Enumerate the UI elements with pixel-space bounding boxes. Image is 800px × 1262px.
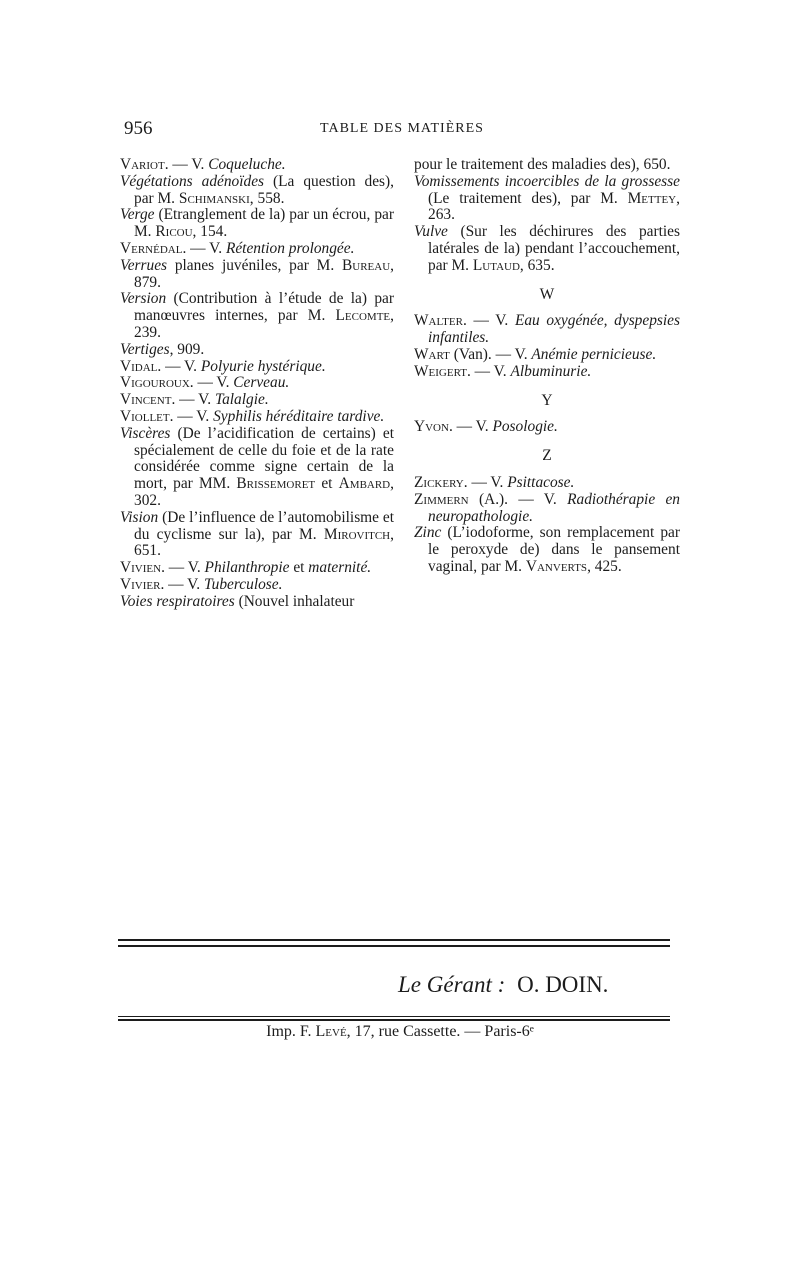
entry-text: et	[289, 559, 309, 577]
entry-text: , 302.	[134, 475, 394, 509]
index-entry	[120, 342, 394, 359]
author-name: Zickery	[414, 473, 464, 491]
author-name: Vernédal	[120, 239, 183, 257]
index-entry	[414, 525, 680, 575]
imprint-rule-thin	[118, 1016, 670, 1017]
subject-term: Verrues	[120, 256, 168, 274]
subject-term: Anémie pernicieuse.	[531, 345, 657, 363]
author-name: Viollet	[120, 407, 170, 425]
subject-term: Verge	[120, 206, 155, 224]
page-number: 956	[124, 118, 153, 139]
author-name: Vincent	[120, 391, 172, 409]
index-entry	[414, 157, 680, 174]
author-name: Brissemoret	[236, 475, 316, 493]
author-name: Lutaud	[472, 256, 520, 274]
subject-term: Viscères	[120, 424, 171, 442]
subject-term: Albuminurie.	[510, 362, 592, 380]
entry-text: . — V.	[463, 473, 508, 491]
index-entry	[414, 419, 680, 436]
index-entry	[414, 475, 680, 492]
author-name: Vivien	[120, 559, 162, 577]
index-entry	[120, 174, 394, 208]
entry-text: (L’iodoforme, son remplacement par le peroxyde de) dans le pansement vaginal, par M.	[428, 524, 680, 575]
index-column-left	[120, 157, 394, 611]
entry-text: (Etranglement de la) par un écrou, par M.	[134, 206, 394, 241]
entry-text: , 635.	[519, 256, 555, 274]
entry-text: , 879.	[134, 256, 394, 291]
index-entry	[120, 375, 394, 392]
index-entry	[120, 359, 394, 376]
entry-text: . — V.	[169, 407, 214, 425]
index-entry	[120, 207, 394, 241]
subject-term: Vision	[120, 508, 159, 526]
index-entry	[414, 364, 680, 381]
author-name: Vigouroux	[120, 374, 190, 392]
subject-term: Cerveau.	[233, 374, 290, 392]
index-entry	[120, 258, 394, 292]
subject-term: Voies respiratoires	[120, 592, 235, 610]
entry-text: (Sur les déchirures des parties latérales de la) pendant l’accouchement, par M.	[428, 223, 680, 274]
index-entry	[120, 157, 394, 174]
index-entry	[120, 577, 394, 594]
subject-term: Vulve	[414, 223, 448, 241]
section-letter: Y	[541, 391, 553, 409]
subject-term: Végétations adénoïdes	[120, 172, 265, 190]
index-entry	[414, 492, 680, 526]
subject-term: Posologie.	[492, 418, 558, 436]
entry-text: . — V.	[161, 559, 205, 577]
subject-term: Philanthropie	[204, 559, 290, 577]
entry-text: (Contribution à l’étude de la) par manœuvres internes, par M.	[134, 290, 394, 325]
author-name: Ricou	[155, 223, 193, 241]
index-entry	[120, 594, 394, 611]
imprint-printer-name: Levé	[315, 1023, 347, 1040]
entry-text: . — V.	[164, 156, 209, 173]
subject-term: Coqueluche.	[208, 156, 286, 173]
subject-term: Polyurie hystérique.	[200, 357, 326, 375]
entry-text: . — V.	[157, 357, 201, 375]
author-name: Variot	[120, 156, 165, 173]
author-name: Mirovitch	[323, 525, 391, 543]
index-entry	[120, 291, 394, 341]
index-entry	[414, 224, 680, 274]
entry-text: . — V.	[160, 575, 204, 593]
entry-text: (Nouvel inhalateur	[234, 592, 355, 610]
section-letter: Z	[542, 447, 552, 465]
page-header	[124, 118, 680, 142]
entry-text: . — V.	[462, 312, 515, 330]
index-entry	[120, 510, 394, 560]
entry-text: (La question des), par M.	[134, 172, 394, 207]
author-name: Walter	[414, 312, 463, 330]
double-rule-top	[118, 939, 670, 941]
subject-term: Eau oxygénée, dyspepsies infantiles.	[428, 312, 680, 347]
subject-term: Vomissements incoercibles de la grossesse	[414, 172, 680, 190]
subject-term: Tuberculose.	[203, 575, 283, 593]
index-entry	[120, 392, 394, 409]
entry-text: (A.). — V.	[468, 490, 568, 508]
imprint-address: , 17, rue Cassette. — Paris-6ᵉ	[346, 1023, 534, 1040]
entry-text: (Le traitement des), par M.	[428, 189, 628, 207]
subject-term: Zinc	[414, 524, 442, 542]
author-name: Zimmern	[414, 490, 469, 508]
author-name: Vivier	[120, 575, 161, 593]
author-name: Bureau	[341, 256, 391, 274]
imprint-prefix: Imp. F.	[266, 1023, 316, 1040]
author-name: Vanverts	[525, 557, 588, 575]
index-entry	[120, 241, 394, 258]
subject-term: Vertiges	[120, 340, 170, 358]
index-entry	[120, 426, 394, 510]
entry-text: (De l’acidification de certains) et spécialement de celle du foie et de la rate considérée comme signe certain de la mort, par MM.	[134, 424, 394, 493]
index-entry	[414, 313, 680, 347]
entry-text: . — V.	[466, 362, 511, 380]
entry-text: , 239.	[134, 307, 394, 341]
subject-term: Talalgie.	[214, 391, 269, 409]
author-name: Ambard	[338, 475, 391, 493]
running-head: TABLE DES MATIÈRES	[320, 121, 484, 136]
subject-term: Version	[120, 290, 167, 308]
subject-term: Syphilis héréditaire tardive.	[213, 407, 385, 425]
entry-text: (De l’influence de l’automobilisme et du cyclisme sur la), par M.	[134, 508, 394, 543]
entry-text: , 909.	[169, 340, 205, 358]
imprint-rule-thick	[118, 1019, 670, 1021]
double-rule-bottom	[118, 945, 670, 947]
index-entry	[120, 409, 394, 426]
section-letter: W	[539, 285, 555, 303]
author-name: Wart	[414, 345, 450, 363]
entry-text: , 425.	[587, 557, 622, 575]
entry-text: , 651.	[134, 525, 394, 560]
index-entry	[414, 174, 680, 224]
entry-text: et	[315, 475, 339, 493]
printer-imprint	[0, 1023, 800, 1041]
entry-text: , 263.	[428, 189, 680, 224]
subject-term: Rétention prolongée.	[225, 239, 355, 257]
entry-text: . — V.	[171, 391, 215, 409]
entry-text: . — V.	[182, 239, 226, 257]
entry-text: . — V.	[448, 418, 493, 436]
subject-term: maternité.	[308, 559, 372, 577]
author-name: Weigert	[414, 362, 467, 380]
author-name: Lecomte	[335, 307, 391, 325]
gerant-label: Le Gérant :	[398, 972, 506, 997]
author-name: Schimanski	[178, 189, 250, 207]
subject-term: Radiothérapie en neuropathologie.	[428, 490, 680, 525]
entry-text: planes juvéniles, par M.	[167, 256, 342, 274]
index-entry	[414, 347, 680, 364]
entry-text: . — V.	[189, 374, 234, 392]
index-column-right	[414, 157, 680, 576]
gerant-signature	[398, 972, 608, 998]
gerant-name: O. DOIN.	[517, 972, 609, 997]
entry-text: pour le traitement des maladies des), 650.	[414, 156, 671, 173]
subject-term: Psittacose.	[507, 473, 575, 491]
entry-text: , 154.	[192, 223, 228, 241]
author-name: Vidal	[120, 357, 158, 375]
author-name: Mettey	[627, 189, 677, 207]
index-entry	[120, 560, 394, 577]
entry-text: , 558.	[249, 189, 285, 207]
entry-text: (Van). — V.	[449, 345, 532, 363]
author-name: Yvon	[414, 418, 449, 436]
